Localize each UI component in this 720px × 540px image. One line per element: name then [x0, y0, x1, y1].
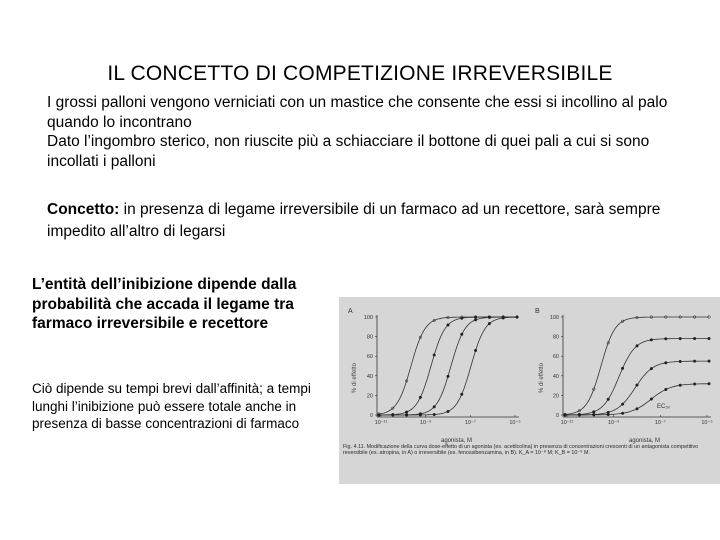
- left-point: [447, 375, 450, 378]
- left_panel-y-tick: 20: [366, 393, 373, 400]
- left-point: [488, 316, 491, 319]
- left-point: [378, 414, 381, 417]
- right-point: [636, 407, 639, 410]
- right_panel-y-tick: 100: [549, 315, 559, 321]
- left-point: [433, 413, 436, 416]
- right-point: [593, 414, 596, 417]
- right-point: [636, 384, 639, 387]
- left-point: [405, 414, 408, 417]
- right-point: [708, 360, 711, 363]
- left-point: [433, 406, 436, 409]
- left-point: [461, 317, 464, 320]
- left-point: [474, 349, 477, 352]
- right-point: [679, 337, 682, 340]
- right-point: [693, 383, 696, 386]
- right-point: [593, 411, 596, 414]
- left-point: [474, 316, 477, 319]
- left-point: [447, 410, 450, 413]
- left-point: [447, 324, 450, 327]
- left-point: [419, 396, 422, 399]
- left-point: [405, 411, 408, 414]
- right-point: [636, 345, 639, 348]
- figure-caption: Fig. 4.11. Modificazione della curva dose-effetto di un agonista (es. acetilcolina) in presenza di concentrazioni crescenti di un antagonista competitivo reversibile (es. atropina, in A) o irreversibile (es. fenossibenzamina, in B). K_A = 10⁻⁸ M; K_B = 10⁻⁹ M.: [343, 444, 699, 457]
- left_panel-y-tick: 40: [366, 373, 373, 380]
- right-point: [621, 403, 624, 406]
- left_panel-y-tick: 0: [369, 413, 373, 419]
- right-point: [665, 362, 668, 365]
- left_panel-x-tick: 10⁻⁷: [464, 420, 476, 426]
- left_panel-y-tick: 80: [366, 334, 373, 341]
- right_panel-x-tick: 10⁻⁵: [701, 420, 713, 426]
- right-point: [607, 398, 610, 401]
- right-point: [650, 339, 653, 342]
- right-point: [679, 360, 682, 363]
- left-point: [392, 414, 395, 417]
- left-point: [502, 317, 505, 320]
- right-point: [650, 398, 653, 401]
- left_panel-y-tick: 100: [363, 315, 373, 321]
- intro-line-1: I grossi palloni vengono verniciati con un mastice che consente che essi si incollino al palo quando lo incontrano: [47, 94, 668, 131]
- right-point: [708, 382, 711, 385]
- concept-label: Concetto:: [47, 201, 120, 218]
- dose-response-svg: [339, 297, 720, 484]
- right-point: [578, 414, 581, 417]
- left-panel-label: A: [348, 308, 353, 315]
- right-panel-label: B: [535, 308, 540, 315]
- left-point: [516, 316, 519, 319]
- right-point: [708, 337, 711, 340]
- right_panel-y-tick: 80: [552, 334, 559, 341]
- slide-title: IL CONCETTO DI COMPETIZIONE IRREVERSIBILE: [107, 62, 613, 85]
- left-y-label: % di effetto: [352, 363, 358, 393]
- left_panel-x-tick: 10⁻¹¹: [374, 420, 388, 426]
- right-y-label: % di effetto: [539, 363, 545, 393]
- left-point: [419, 414, 422, 417]
- inhibition-statement: L’entità dell’inibizione dipende dalla probabilità che accada il legame tra farmaco irreversibile e recettore: [32, 276, 297, 332]
- left-x-label: agonista, M: [441, 438, 473, 444]
- right-point: [650, 367, 653, 370]
- right-point: [564, 414, 567, 417]
- right-point: [693, 337, 696, 340]
- right-x-label: agonista, M: [629, 438, 661, 444]
- right-point: [693, 360, 696, 363]
- left-point: [488, 322, 491, 325]
- right-point: [679, 384, 682, 387]
- right_panel-y-tick: 60: [552, 354, 559, 361]
- dose-response-figure: [339, 297, 720, 484]
- right_panel-x-tick: 10⁻¹¹: [560, 420, 574, 426]
- left-point: [461, 393, 464, 396]
- right-point: [621, 367, 624, 370]
- left_panel-y-tick: 60: [366, 354, 373, 361]
- right_panel-x-tick: 10⁻⁷: [654, 420, 666, 426]
- right_panel-x-tick: 10⁻⁹: [607, 420, 620, 426]
- intro-text: [47, 93, 687, 171]
- right_panel-y-tick: 0: [555, 413, 559, 419]
- left-point: [433, 354, 436, 357]
- right-point: [607, 413, 610, 416]
- right-ec50-annotation: EC₅₀: [657, 404, 671, 410]
- right_panel-y-tick: 20: [552, 393, 559, 400]
- concept-text: in presenza di legame irreversibile di un farmaco ad un recettore, sarà sempre impedito all’altro di legarsi: [47, 201, 661, 240]
- left-point: [461, 333, 464, 336]
- intro-line-2: Dato l’ingombro sterico, non riuscite più a schiacciare il bottone di quei pali a cui si sono incollati i palloni: [47, 133, 650, 170]
- left_panel-x-tick: 10⁻⁹: [419, 420, 432, 426]
- left_panel-x-tick: 10⁻⁵: [509, 420, 521, 426]
- right-point: [665, 337, 668, 340]
- right-point: [621, 412, 624, 415]
- affinity-note: Ciò dipende su tempi brevi dall’affinità; a tempi lunghi l’inibizione può essere totale anche in presenza di basse concentrazioni di farmaco: [32, 381, 311, 431]
- concept-paragraph: [47, 199, 687, 243]
- right-point: [665, 388, 668, 391]
- left-point: [474, 319, 477, 322]
- right_panel-y-tick: 40: [552, 373, 559, 380]
